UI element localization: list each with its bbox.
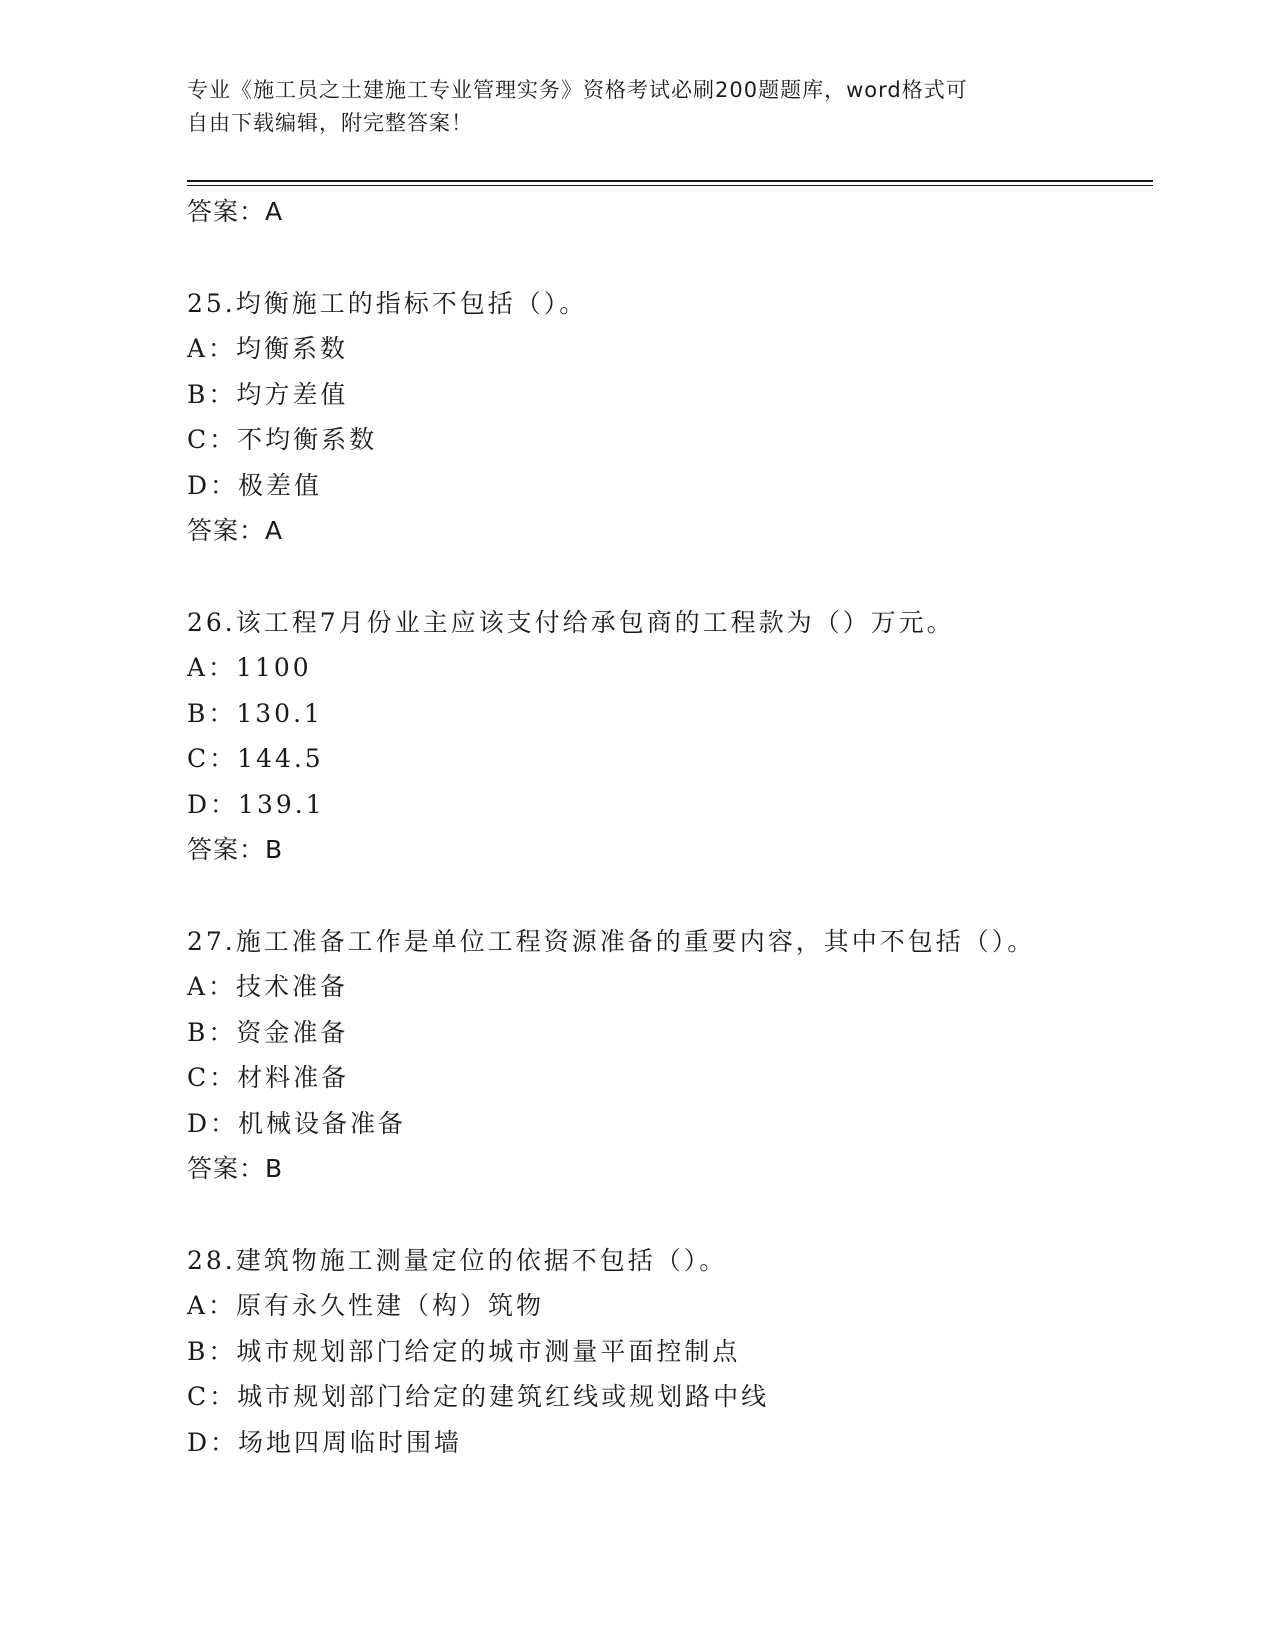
question-stem: 28.建筑物施工测量定位的依据不包括（）。 [187, 1245, 728, 1275]
document-header [187, 74, 1087, 140]
question-25 [187, 281, 1147, 554]
spacer [187, 1192, 1147, 1238]
option-a: A：原有永久性建（构）筑物 [187, 1291, 545, 1320]
answer-line: 答案：B [187, 835, 284, 864]
question-stem: 27.施工准备工作是单位工程资源准备的重要内容，其中不包括（）。 [187, 926, 1036, 956]
header-rule-thick [187, 180, 1153, 182]
option-b: B：均方差值 [187, 379, 349, 409]
option-c: C：城市规划部门给定的建筑红线或规划路中线 [187, 1382, 770, 1411]
option-b: B：资金准备 [187, 1017, 349, 1047]
answer-line: 答案：B [187, 1154, 284, 1183]
question-28 [187, 1238, 1147, 1466]
question-list [187, 189, 1147, 1465]
option-d: D：139.1 [187, 789, 325, 819]
option-a: A：1100 [187, 653, 312, 682]
option-b: B：130.1 [187, 698, 323, 728]
option-c: C：材料准备 [187, 1063, 350, 1092]
option-a: A：技术准备 [187, 972, 349, 1001]
header-rule-thin [187, 185, 1153, 186]
option-d: D：极差值 [187, 470, 323, 500]
question-27 [187, 919, 1147, 1192]
option-a: A：均衡系数 [187, 334, 349, 363]
option-d: D：机械设备准备 [187, 1108, 407, 1138]
question-stem: 25.均衡施工的指标不包括（）。 [187, 288, 588, 318]
answer-line: 答案：A [187, 516, 284, 545]
option-c: C：不均衡系数 [187, 425, 378, 454]
spacer [187, 235, 1147, 281]
spacer [187, 554, 1147, 600]
option-d: D：场地四周临时围墙 [187, 1427, 463, 1457]
question-stem: 26.该工程7月份业主应该支付给承包商的工程款为（）万元。 [187, 607, 955, 637]
answer-line: 答案：A [187, 197, 284, 226]
option-b: B：城市规划部门给定的城市测量平面控制点 [187, 1336, 741, 1366]
spacer [187, 873, 1147, 919]
header-line-2: 自由下载编辑，附完整答案！ [187, 111, 473, 135]
option-c: C：144.5 [187, 744, 324, 773]
header-line-1: 专业《施工员之土建施工专业管理实务》资格考试必刷200题题库，word格式可 [187, 78, 968, 102]
question-26 [187, 600, 1147, 873]
